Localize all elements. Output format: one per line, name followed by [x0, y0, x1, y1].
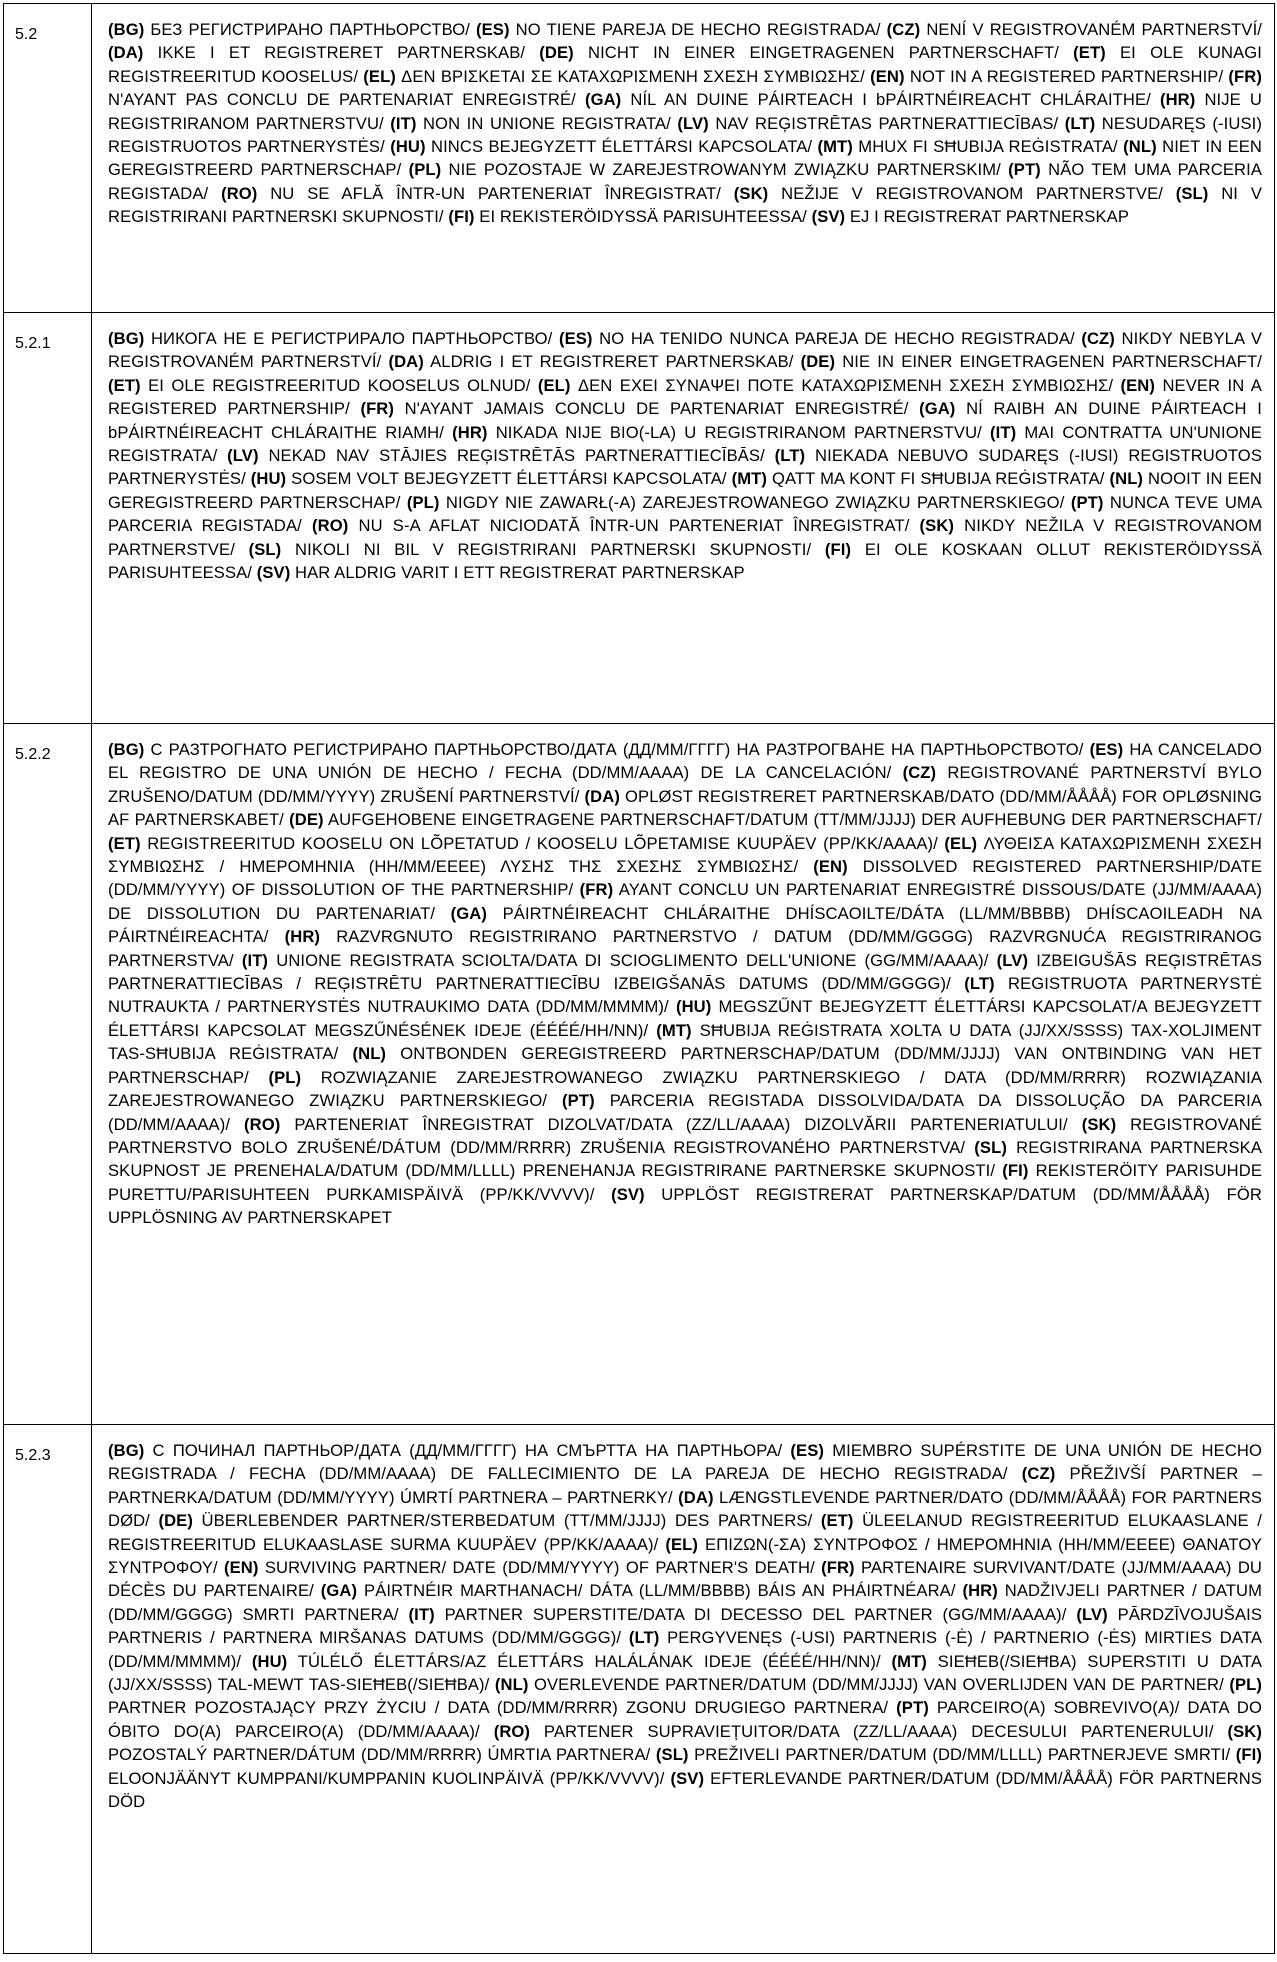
translation-text: NO TIENE PAREJA DE HECHO REGISTRADA/ — [509, 20, 887, 39]
translation-text: NU SE AFLĂ ÎNTR-UN PARTENERIAT ÎNREGISTRAT/ — [257, 183, 734, 203]
translation-text: DISSOLVED REGISTERED PARTNERSHIP/DATE (DD/MM/YYYY) OF DISSOLUTION OF THE PARTNERSHIP/ — [108, 857, 1262, 900]
language-code: (DA) — [108, 43, 144, 63]
language-code: (HR) — [1159, 90, 1196, 110]
translation-text: NIKOLI NI BIL V REGISTRIRANI PARTNERSKI SKUPNOSTI/ — [281, 539, 825, 559]
language-code: (LT) — [628, 1628, 660, 1648]
language-code: (SL) — [974, 1137, 1007, 1157]
language-code: (ES) — [790, 1441, 825, 1460]
translation-text: NIE POZOSTAJE W ZAREJESTROWANYM ZWIĄZKU PARTNERSKIM/ — [441, 160, 1009, 180]
translation-text: HA CANCELADO EL REGISTRO DE UNA UNIÓN DE HECHO / FECHA (DD/MM/AAAA) DE LA CANCELACIÓN/ — [108, 740, 1262, 783]
language-code: (NL) — [1109, 469, 1144, 489]
language-code: (DE) — [539, 43, 574, 63]
translation-text: REGISTREERITUD KOOSELU ON LÕPETATUD / KOOSELU LÕPETAMISE KUUPÄEV (PP/KK/AAAA)/ — [140, 833, 945, 853]
language-code: (DA) — [584, 786, 620, 806]
translation-text: NIKDY NEŽILA V REGISTROVANOM PARTNERSTVE/ — [108, 516, 1262, 559]
row-text-cell — [92, 724, 1275, 1425]
translation-text: EJ I REGISTRERAT PARTNERSKAP — [845, 207, 1129, 227]
translation-text: NIE IN EINER EINGETRAGENEN PARTNERSCHAFT/ — [835, 352, 1262, 372]
translation-text: AYANT CONCLU UN PARTENARIAT ENREGISTRÉ DISSOUS/DATE (JJ/MM/AAAA) DE DISSOLUTION DU PARTENARIAT/ — [108, 880, 1262, 923]
translation-text: EI REKISTERÖIDYSSÄ PARISUHTEESSA/ — [474, 207, 812, 227]
language-code: (PT) — [1070, 492, 1104, 512]
translation-text: TÚLÉLŐ ÉLETTÁRS/AZ ÉLETTÁRS HALÁLÁNAK IDEJE (ÉÉÉÉ/HH/NN)/ — [287, 1651, 892, 1671]
translation-text: NÍ RAIBH AN DUINE PÁIRTEACH I bPÁIRTNÉIREACHT CHLÁRAITHE RIAMH/ — [108, 399, 1262, 442]
translation-text: PARTNER POZOSTAJĄCY PRZY ŻYCIU / DATA (DD/MM/RRRR) ZGONU DRUGIEGO PARTNERA/ — [108, 1698, 897, 1718]
language-code: (ET) — [1073, 43, 1106, 63]
language-code: (ET) — [820, 1511, 854, 1531]
language-code: (LV) — [1076, 1604, 1108, 1624]
language-code: (SV) — [256, 563, 291, 583]
table-row — [4, 724, 1275, 1425]
language-code: (FR) — [821, 1558, 855, 1578]
translation-text: БЕЗ РЕГИСТРИРАНО ПАРТНЬОРСТВО/ — [144, 20, 476, 39]
language-code: (NL) — [352, 1044, 387, 1064]
language-code: (DE) — [158, 1511, 193, 1531]
language-code: (DA) — [678, 1487, 714, 1507]
language-code: (HU) — [251, 1651, 288, 1671]
language-code: (HU) — [675, 997, 712, 1017]
language-code: (EN) — [224, 1558, 259, 1578]
document-table — [3, 3, 1275, 1954]
language-code: (LV) — [996, 950, 1029, 970]
language-code: (SL) — [655, 1745, 689, 1765]
translation-text: ALDRIG I ET REGISTRERET PARTNERSKAB/ — [423, 352, 801, 372]
language-code: (EL) — [537, 375, 571, 395]
translation-text: NOOIT IN EEN GEREGISTREERD PARTNERSCHAP/ — [108, 469, 1262, 512]
language-code: (SV) — [611, 1184, 645, 1204]
translation-text: RAZVRGNUTO REGISTRIRANO PARTNERSTVO / DATUM (DD/MM/GGGG) RAZVRGNUĆA REGISTRIRANOG PARTNERSTVA/ — [108, 927, 1262, 970]
translation-text: IZBEIGUŠĀS REĢISTRĒTAS PARTNERATTIECĪBAS / REĢISTRĒTU PARTNERATTIECĪBU IZBEIGŠANĀS DATUMS (DD/MM/GGGG)/ — [108, 950, 1262, 994]
translation-text: EFTERLEVANDE PARTNER/DATUM (DD/MM/ÅÅÅÅ) FÖR PARTNERNS DÖD — [108, 1768, 1263, 1812]
language-code: (FR) — [579, 880, 614, 900]
language-code: (DE) — [800, 352, 836, 372]
translation-text: С РАЗТРОГНАТО РЕГИСТРИРАНО ПАРТНЬОРСТВО/ДАТА (ДД/ММ/ГГГГ) НА РАЗТРОГВАНЕ НА ПАРТНЬОРСТВОТО/ — [144, 740, 1090, 759]
translation-text: NAV REĢISTRĒTAS PARTNERATTIECĪBAS/ — [708, 113, 1065, 133]
row-number: 5.2.2 — [4, 724, 92, 1425]
translation-text: PARTENERIAT ÎNREGISTRAT DIZOLVAT/DATA (ZZ/LL/AAAA) DIZOLVĂRII PARTENERIATULUI/ — [280, 1114, 1082, 1134]
translation-text: NESUDARĘS (-IUSI) REGISTRUOTOS PARTNERYSTĖS/ — [108, 113, 1262, 157]
language-code: (PL) — [268, 1067, 302, 1087]
translation-text: OPLØST REGISTRERET PARTNERSKAB/DATO (DD/MM/ÅÅÅÅ) FOR OPLØSNING AF PARTNERSKABET/ — [108, 786, 1262, 830]
language-code: (SK) — [733, 183, 769, 203]
translation-text: NIJE U REGISTRIRANOM PARTNERSTVU/ — [108, 90, 1262, 133]
translation-text: PŘEŽIVŠÍ PARTNER – PARTNERKA/DATUM (DD/MM/YYYY) ÚMRTÍ PARTNERA – PARTNERKY/ — [108, 1464, 1262, 1507]
language-code: (FI) — [824, 539, 852, 559]
language-code: (ES) — [476, 20, 510, 39]
table-row — [4, 4, 1275, 313]
table-row — [4, 313, 1275, 724]
translation-text: IKKE I ET REGISTRERET PARTNERSKAB/ — [143, 43, 540, 63]
translation-text: ΕΠΙΖΩΝ(-ΣΑ) ΣΥΝΤΡΟΦΟΣ / ΗΜΕΡΟΜΗΝΙΑ (ΗΗ/ΜΜ/ΕΕΕΕ) ΘΑΝΑΤΟΥ ΣΥΝΤΡΟΦΟΥ/ — [108, 1534, 1262, 1578]
language-code: (FI) — [448, 207, 475, 227]
language-code: (GA) — [919, 399, 956, 419]
language-code: (IT) — [408, 1604, 435, 1624]
language-code: (HR) — [962, 1581, 998, 1601]
language-code: (MT) — [731, 469, 767, 489]
translation-text: PREŽIVELI PARTNER/DATUM (DD/MM/LLLL) PARTNERJEVE SMRTI/ — [688, 1745, 1236, 1765]
language-code: (IT) — [241, 950, 269, 970]
row-text — [108, 18, 1262, 229]
language-code: (LV) — [677, 113, 709, 133]
language-code: (LV) — [227, 446, 259, 466]
row-text — [108, 738, 1262, 1230]
language-code: (GA) — [320, 1581, 358, 1601]
translation-text: REGISTRIRANA PARTNERSKA SKUPNOST JE PRENEHALA/DATUM (DD/MM/LLLL) PRENEHANJA REGISTRIRANE PARTNERSKE SKUPNOSTI/ — [108, 1137, 1262, 1181]
translation-text: PARCEIRO(A) SOBREVIVO(A)/ DATA DO ÓBITO DO(A) PARCEIRO(A) (DD/MM/AAAA)/ — [108, 1698, 1262, 1741]
language-code: (SK) — [1227, 1721, 1263, 1741]
language-code: (BG) — [108, 1441, 145, 1460]
language-code: (IT) — [990, 422, 1017, 442]
row-text-cell — [92, 4, 1275, 313]
translation-text: NIEKADA NEBUVO SUDARĘS (-IUSI) REGISTRUOTOS PARTNERYSTĖS/ — [108, 446, 1262, 489]
translation-text: REGISTROVANÉ PARTNERSTVÍ BYLO ZRUŠENO/DATUM (DD/MM/YYYY) ZRUŠENÍ PARTNERSTVÍ/ — [108, 763, 1262, 806]
translation-text: MIEMBRO SUPÉRSTITE DE UNA UNIÓN DE HECHO REGISTRADA / FECHA (DD/MM/AAAA) DE FALLECIMIENTO DE LA PAREJA DE HECHO REGISTRADA/ — [108, 1441, 1262, 1484]
translation-text: С ПОЧИНАЛ ПАРТНЬОР/ДАТА (ДД/ММ/ГГГГ) НА СМЪРТТА НА ПАРТНЬОРА/ — [144, 1441, 791, 1460]
translation-text: N'AYANT PAS CONCLU DE PARTENARIAT ENREGISTRÉ/ — [108, 90, 585, 110]
language-code: (FI) — [1235, 1745, 1262, 1765]
translation-text: NON IN UNIONE REGISTRATA/ — [416, 113, 678, 133]
row-text-cell — [92, 1425, 1275, 1954]
row-text — [108, 1439, 1262, 1814]
translation-text: REGISTRUOTA PARTNERYSTĖ NUTRAUKTA / PARTNERYSTĖS NUTRAUKIMO DATA (DD/MM/MMMM)/ — [108, 974, 1262, 1017]
translation-text: EI OLE KUNAGI REGISTREERITUD KOOSELUS/ — [108, 43, 1262, 86]
translation-text: PARTENER SUPRAVIEȚUITOR/DATA (ZZ/LL/AAAA) DECESULUI PARTENERULUI/ — [530, 1721, 1228, 1741]
language-code: (HU) — [390, 137, 426, 157]
translation-text: MAI CONTRATTA UN'UNIONE REGISTRATA/ — [108, 422, 1262, 466]
language-code: (BG) — [108, 740, 145, 759]
language-code: (SL) — [248, 539, 282, 559]
translation-text: NENÍ V REGISTROVANÉM PARTNERSTVÍ/ — [920, 20, 1262, 39]
table-row — [4, 1425, 1275, 1954]
translation-text: NI V REGISTRIRANI PARTNERSKI SKUPNOSTI/ — [108, 183, 1262, 227]
translation-text: LÆNGSTLEVENDE PARTNER/DATO (DD/MM/ÅÅÅÅ) FOR PARTNERS DØD/ — [108, 1487, 1262, 1531]
language-code: (EN) — [813, 857, 848, 877]
translation-text: EI OLE REGISTREERITUD KOOSELUS OLNUD/ — [140, 375, 538, 395]
translation-text: ΔΕΝ ΒΡΙΣΚΕΤΑΙ ΣΕ ΚΑΤΑΧΩΡΙΣΜΕΝΗ ΣΧΕΣΗ ΣΥΜΒΙΩΣΗΣ/ — [395, 66, 871, 86]
translation-text: ΛΥΘΕΙΣΑ ΚΑΤΑΧΩΡΙΣΜΕΝΗ ΣΧΕΣΗ ΣΥΜΒΙΩΣΗΣ / ΗΜΕΡΟΜΗΝΙΑ (ΗΗ/ΜΜ/ΕΕΕΕ) ΛΥΣΗΣ ΤΗΣ ΣΧΕΣΗΣ ΣΥΜΒΙΩΣΗΣ/ — [108, 833, 1263, 877]
language-code: (ET) — [108, 375, 141, 395]
language-code: (FR) — [360, 399, 395, 419]
translation-text: REKISTERÖITY PARISUHDE PURETTU/PARISUHTEEN PURKAMISPÄIVÄ (PP/KK/VVVV)/ — [108, 1161, 1262, 1204]
language-code: (BG) — [108, 20, 145, 39]
translation-text: N'AYANT JAMAIS CONCLU DE PARTENARIAT ENREGISTRÉ/ — [394, 399, 920, 419]
row-text — [108, 327, 1262, 584]
language-code: (ES) — [558, 329, 593, 348]
translation-text: NO HA TENIDO NUNCA PAREJA DE HECHO REGISTRADA/ — [592, 329, 1082, 348]
language-code: (PT) — [896, 1698, 929, 1718]
translation-text: NEVER IN A REGISTERED PARTNERSHIP/ — [108, 375, 1262, 419]
translation-text: NINCS BEJEGYZETT ÉLETTÁRSI KAPCSOLATA/ — [425, 137, 818, 157]
translation-text: EI OLE KOSKAAN OLLUT REKISTERÖIDYSSÄ PARISUHTEESSA/ — [108, 539, 1262, 583]
language-code: (MT) — [817, 137, 853, 157]
translation-text: HAR ALDRIG VARIT I ETT REGISTRERAT PARTNERSKAP — [290, 563, 745, 583]
translation-text: NÍL AN DUINE PÁIRTEACH I bPÁIRTNÉIREACHT CHLÁRAITHE/ — [621, 90, 1160, 110]
translation-text: SURVIVING PARTNER/ DATE (DD/MM/YYYY) OF PARTNER'S DEATH/ — [258, 1558, 822, 1578]
language-code: (IT) — [390, 113, 417, 133]
row-text-cell — [92, 313, 1275, 724]
language-code: (HR) — [452, 422, 488, 442]
translation-text: QATT MA KONT FI SĦUBIJA REĠISTRATA/ — [767, 469, 1110, 489]
translation-text: NADŽIVJELI PARTNER / DATUM (DD/MM/GGGG) SMRTI PARTNERA/ — [108, 1581, 1263, 1624]
translation-text: NIGDY NIE ZAWARŁ(-A) ZAREJESTROWANEGO ZWIĄZKU PARTNERSKIEGO/ — [439, 492, 1071, 512]
translation-text: ÜBERLEBENDER PARTNER/STERBEDATUM (TT/MM/JJJJ) DES PARTNERS/ — [192, 1511, 821, 1531]
language-code: (DA) — [388, 352, 424, 372]
language-code: (CZ) — [902, 763, 937, 783]
language-code: (CZ) — [1021, 1464, 1056, 1484]
row-number: 5.2.1 — [4, 313, 92, 724]
translation-text: ÜLEELANUD REGISTREERITUD ELUKAASLANE / REGISTREERITUD ELUKAASLASE SURMA KUUPÄEV (PP/KK/AAAA)/ — [108, 1511, 1262, 1554]
translation-text: NOT IN A REGISTERED PARTNERSHIP/ — [904, 66, 1229, 86]
language-code: (NL) — [494, 1675, 529, 1695]
translation-text: NIKDY NEBYLA V REGISTROVANÉM PARTNERSTVÍ/ — [108, 329, 1262, 372]
translation-text: НИКОГА НЕ Е РЕГИСТРИРАЛО ПАРТНЬОРСТВО/ — [144, 329, 559, 348]
language-code: (EN) — [1120, 375, 1156, 395]
translation-text: NIKADA NIJE BIO(-LA) U REGISTRIRANOM PARTNERSTVU/ — [487, 422, 991, 442]
translation-text: NÃO TEM UMA PARCERIA REGISTADA/ — [108, 160, 1262, 203]
translation-text: PERGYVENĘS (-USI) PARTNERIS (-Ė) / PARTNERIO (-ĖS) MIRTIES DATA (DD/MM/MMMM)/ — [108, 1628, 1263, 1671]
language-code: (RO) — [312, 516, 349, 536]
translation-text: NU S-A AFLAT NICIODATĂ ÎNTR-UN PARTENERIAT ÎNREGISTRAT/ — [348, 516, 920, 536]
translation-text: REGISTROVANÉ PARTNERSTVO BOLO ZRUŠENÉ/DÁTUM (DD/MM/RRRR) ZRUŠENIA REGISTROVANÉHO PARTNERSTVA/ — [108, 1114, 1263, 1157]
language-code: (GA) — [584, 90, 622, 110]
translation-text: PARTENAIRE SURVIVANT/DATE (JJ/MM/AAAA) DU DÉCÈS DU PARTENAIRE/ — [108, 1558, 1263, 1601]
language-code: (EL) — [363, 66, 396, 86]
language-code: (RO) — [493, 1721, 531, 1741]
language-code: (EN) — [870, 66, 905, 86]
language-code: (HU) — [250, 469, 287, 489]
translation-text: NEKAD NAV STĀJIES REĢISTRĒTĀS PARTNERATTIECĪBĀS/ — [258, 446, 775, 466]
translation-text: ELOONJÄÄNYT KUMPPANI/KUMPPANIN KUOLINPÄIVÄ (PP/KK/VVVV)/ — [108, 1768, 671, 1788]
translation-text: ΔΕΝ ΕΧΕΙ ΣΥΝΑΨΕΙ ΠΟΤΕ ΚΑΤΑΧΩΡΙΣΜΕΝΗ ΣΧΕΣΗ ΣΥΜΒΙΩΣΗΣ/ — [570, 375, 1121, 395]
language-code: (LT) — [1064, 113, 1096, 133]
translation-text: NUNCA TEVE UMA PARCERIA REGISTADA/ — [108, 492, 1262, 536]
translation-text: PĀRDZĪVOJUŠAIS PARTNERIS / PARTNERA MIRŠANAS DATUMS (DD/MM/GGGG)/ — [108, 1604, 1262, 1648]
translation-text: PARTNER SUPERSTITE/DATA DI DECESSO DEL PARTNER (GG/MM/AAAA)/ — [434, 1604, 1077, 1624]
language-code: (MT) — [656, 1020, 692, 1040]
translation-text: NICHT IN EINER EINGETRAGENEN PARTNERSCHAFT/ — [573, 43, 1074, 63]
translation-text: OVERLEVENDE PARTNER/DATUM (DD/MM/JJJJ) VAN OVERLIJDEN VAN DE PARTNER/ — [528, 1675, 1230, 1695]
translation-text: PÁIRTNÉIR MARTHANACH/ DÁTA (LL/MM/BBBB) BÁIS AN PHÁIRTNÉARA/ — [357, 1581, 963, 1601]
language-code: (RO) — [244, 1114, 281, 1134]
language-code: (PL) — [406, 492, 440, 512]
translation-text: POZOSTALÝ PARTNER/DÁTUM (DD/MM/RRRR) ÚMRTIA PARTNERA/ — [108, 1745, 656, 1765]
language-code: (FI) — [1002, 1161, 1029, 1181]
translation-text: UNIONE REGISTRATA SCIOLTA/DATA DI SCIOGLIMENTO DELL'UNIONE (GG/MM/AAAA)/ — [268, 950, 997, 970]
language-code: (BG) — [108, 329, 145, 348]
language-code: (PL) — [1229, 1675, 1262, 1695]
language-code: (PL) — [408, 160, 442, 180]
language-code: (RO) — [221, 183, 258, 203]
language-code: (HR) — [284, 927, 321, 947]
translation-text: NEŽIJE V REGISTROVANOM PARTNERSTVE/ — [768, 183, 1176, 203]
language-code: (SV) — [670, 1768, 705, 1788]
language-code: (SK) — [919, 516, 955, 536]
language-code: (EL) — [944, 833, 978, 853]
language-code: (EL) — [665, 1534, 699, 1554]
row-number: 5.2.3 — [4, 1425, 92, 1954]
translation-text: UPPLÖST REGISTRERAT PARTNERSKAP/DATUM (DD/MM/ÅÅÅÅ) FÖR UPPLÖSNING AV PARTNERSKAPET — [108, 1184, 1262, 1228]
language-code: (DE) — [289, 810, 324, 830]
language-code: (FR) — [1228, 66, 1262, 86]
language-code: (LT) — [964, 974, 995, 994]
language-code: (PT) — [1008, 160, 1041, 180]
translation-text: MEGSZŰNT BEJEGYZETT ÉLETTÁRSI KAPCSOLAT/A BEJEGYZETT ÉLETTÁRSI KAPCSOLAT MEGSZŰNÉSÉNEK IDEJE (ÉÉÉÉ/HH/NN)/ — [108, 997, 1262, 1040]
translation-text: SIEĦEB(/SIEĦBA) SUPERSTITI U DATA (JJ/XX/SSSS) TAL-MEWT TAS-SIEĦEB(/SIEĦBA)/ — [108, 1651, 1263, 1695]
translation-text: PARCERIA REGISTADA DISSOLVIDA/DATA DA DISSOLUÇÃO DA PARCERIA (DD/MM/AAAA)/ — [108, 1091, 1263, 1134]
language-code: (ET) — [108, 833, 141, 853]
language-code: (SK) — [1081, 1114, 1117, 1134]
language-code: (CZ) — [1081, 329, 1115, 348]
translation-text: NIET IN EEN GEREGISTREERD PARTNERSCHAP/ — [108, 137, 1262, 180]
translation-text: AUFGEHOBENE EINGETRAGENE PARTNERSCHAFT/DATUM (TT/MM/JJJJ) DER AUFHEBUNG DER PARTNERSCHAFT/ — [323, 810, 1262, 830]
language-code: (LT) — [774, 446, 806, 466]
language-code: (SV) — [811, 207, 846, 227]
language-code: (MT) — [891, 1651, 927, 1671]
language-code: (CZ) — [886, 20, 921, 39]
translation-text: ONTBONDEN GEREGISTREERD PARTNERSCHAP/DATUM (DD/MM/JJJJ) VAN ONTBINDING VAN HET PARTNERSCHAP/ — [108, 1044, 1262, 1087]
translation-text: PÁIRTNÉIREACHT CHLÁRAITHE DHÍSCAOILTE/DÁTA (LL/MM/BBBB) DHÍSCAOILEADH NA PÁIRTNÉIREACHTA/ — [108, 903, 1262, 947]
translation-text: SĦUBIJA REĠISTRATA XOLTA U DATA (JJ/XX/SSSS) TAX-XOLJIMENT TAS-SĦUBIJA REĠISTRATA/ — [108, 1020, 1262, 1064]
language-code: (ES) — [1089, 740, 1124, 759]
language-code: (SL) — [1175, 183, 1209, 203]
language-code: (NL) — [1123, 137, 1157, 157]
language-code: (GA) — [450, 903, 487, 923]
translation-text: SOSEM VOLT BEJEGYZETT ÉLETTÁRSI KAPCSOLATA/ — [286, 469, 732, 489]
translation-text: ROZWIĄZANIE ZAREJESTROWANEGO ZWIĄZKU PARTNERSKIEGO / DATA (DD/MM/RRRR) ROZWIĄZANIA ZAREJESTROWANEGO ZWIĄZKU PARTNERSKIEGO/ — [108, 1067, 1262, 1111]
language-code: (PT) — [562, 1091, 595, 1111]
row-number: 5.2 — [4, 4, 92, 313]
translation-text: MHUX FI SĦUBIJA REĠISTRATA/ — [852, 137, 1124, 157]
